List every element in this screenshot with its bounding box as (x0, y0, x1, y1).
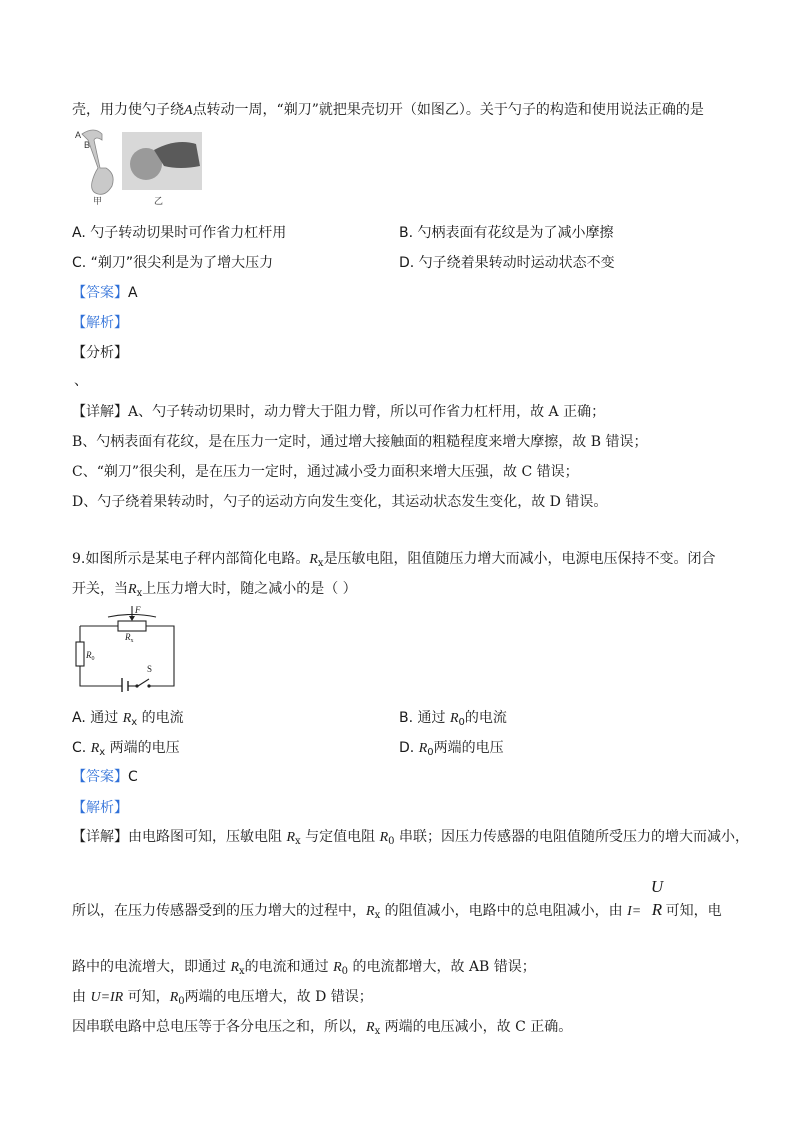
q8-analysis-label: 【解析】 (72, 315, 128, 331)
q9-option-b: B. 通过 $R_0$的电流 (399, 710, 507, 728)
q8-detail-2: B、勺柄表面有花纹，是在压力一定时，通过增大接触面的粗糙程度来增大摩擦，故 B 错误； (72, 434, 648, 450)
q8-fenxi-label: 【分析】 (72, 345, 128, 361)
q8-option-b: B. 勺柄表面有花纹是为了减小摩擦 (399, 225, 614, 241)
q8-detail-1: 【详解】A、勺子转动切果时，动力臂大于阻力臂，所以可作省力杠杆用，故 A 正确； (72, 404, 606, 420)
q9-option-c: C. $R_x$ 两端的电压 (72, 740, 180, 758)
r0-resistor (76, 642, 84, 666)
q9-stem-line2: 开关，当$R_x$上压力增大时，随之减小的是（ ） (72, 581, 357, 599)
svg-text:乙: 乙 (154, 196, 164, 206)
q9-stem-line1: 9.如图所示是某电子秤内部简化电路。$R_x$是压敏电阻，阻值随压力增大而减小，电源电压保持不变。闭合 (72, 551, 716, 569)
q8-detail-3: C、“剃刀”很尖利，是在压力一定时，通过减小受力面积来增大压强，故 C 错误； (72, 464, 579, 480)
q8-answer: 【答案】A (72, 285, 138, 301)
q8-mark: 、 (74, 373, 88, 389)
q8-option-a: A. 勺子转动切果时可作省力杠杆用 (72, 225, 287, 241)
q8-option-c: C. “剃刀”很尖利是为了增大压力 (72, 255, 274, 271)
q8-figure (72, 126, 208, 206)
switch-icon (138, 679, 149, 686)
q9-detail-1: 【详解】由电路图可知，压敏电阻 $R_x$ 与定值电阻 $R_0$ 串联；因压力传感器的电阻值随所受压力的增大而减小， (72, 829, 749, 847)
q9-detail-3: 路中的电流增大，即通过 $R_x$的电流和通过 $R_0$ 的电流都增大，故 AB 错误； (72, 959, 536, 977)
q9-circuit-diagram (72, 604, 182, 692)
formula-denominator: R (651, 900, 663, 919)
svg-text:S: S (147, 664, 153, 674)
q9-option-a: A. 通过 $R_x$ 的电流 (72, 710, 184, 728)
svg-text:B: B (84, 140, 91, 150)
rx-resistor (118, 621, 146, 631)
svg-text:F: F (135, 605, 141, 615)
battery-icon (122, 678, 128, 692)
q8-option-d: D. 勺子绕着果转动时运动状态不变 (399, 255, 615, 271)
q9-analysis-label: 【解析】 (72, 800, 128, 816)
svg-text:Rx: $R_x$ (125, 632, 134, 644)
q9-answer: 【答案】C (72, 769, 138, 785)
formula-numerator: U (650, 877, 664, 896)
q9-detail-2: 所以，在压力传感器受到的压力增大的过程中，$R_x$ 的阻值减小，电路中的总电阻减小，由 I= 可知，电 (72, 903, 722, 921)
q9-detail-5: 因串联电路中总电压等于各分电压之和，所以，$R_x$ 两端的电压减小，故 C 正确。 (72, 1019, 573, 1037)
q9-option-d: D. $R_0$两端的电压 (399, 740, 504, 758)
svg-text:甲: 甲 (93, 196, 103, 206)
q9-detail-4: 由 U=IR 可知，$R_0$两端的电压增大，故 D 错误； (72, 989, 373, 1007)
svg-text:R0: $R_0$ (86, 650, 95, 662)
q8-stem: 壳，用力使勺子绕A点转动一周，“剃刀”就把果壳切开（如图乙）。关于勺子的构造和使用说法正确的是 (72, 102, 704, 118)
q8-detail-4: D、勺子绕着果转动时，勺子的运动方向发生变化，其运动状态发生变化，故 D 错误。 (72, 494, 608, 510)
svg-text:A: A (75, 130, 82, 140)
